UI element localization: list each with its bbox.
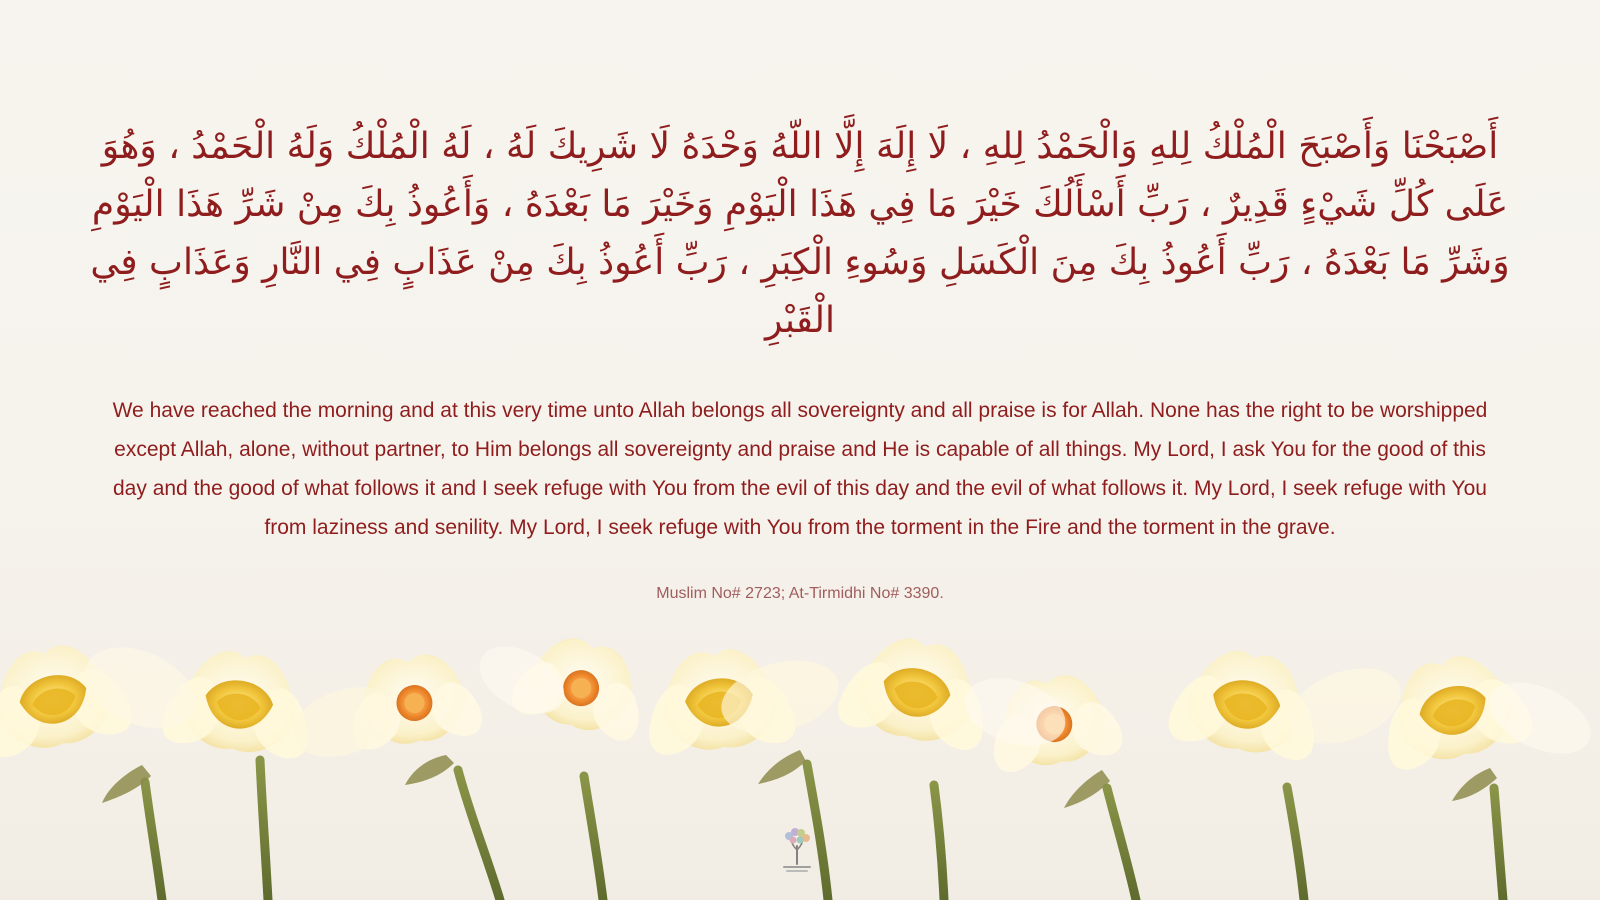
citation-text: Muslim No# 2723; At-Tirmidhi No# 3390. <box>656 585 944 602</box>
arabic-supplication-text: أَصْبَحْنَا وَأَصْبَحَ الْمُلْكُ لِلهِ وَالْحَمْدُ لِلهِ ، لَا إِلَهَ إِلَّا اللّهُ وَحْدَهُ لَا شَرِيكَ لَهُ ، لَهُ الْمُلْكُ وَلَهُ الْحَمْدُ ، وَهُوَ عَلَى كُلِّ شَيْءٍ قَدِيرٌ ، رَبِّ أَسْأَلُكَ خَيْرَ مَا فِي هَذَا الْيَوْمِ وَخَيْرَ مَا بَعْدَهُ ، وَأَعُوذُ بِكَ مِنْ شَرِّ هَذَا الْيَوْمِ وَشَرِّ مَا بَعْدَهُ ، رَبِّ أَعُوذُ بِكَ مِنَ الْكَسَلِ وَسُوءِ الْكِبَرِ ، رَبِّ أَعُوذُ بِكَ مِنْ عَذَابٍ فِي النَّارِ وَعَذَابٍ فِي الْقَبْرِ <box>90 126 1510 341</box>
english-translation-text: We have reached the morning and at this very time unto Allah belongs all sovereignty and all praise is for Allah. None has the right to be worshipped except Allah, alone, without partner, to Him belongs all sovereignty and praise and He is capable of all things. My Lord, I ask You for the good of this day and the good of what follows it and I seek refuge with You from the evil of this day and the evil of what follows it. My Lord, I seek refuge with You from laziness and senility. My Lord, I seek refuge with You from the torment in the Fire and the torment in the grave. <box>112 399 1488 539</box>
tree-logo-icon <box>773 822 821 878</box>
